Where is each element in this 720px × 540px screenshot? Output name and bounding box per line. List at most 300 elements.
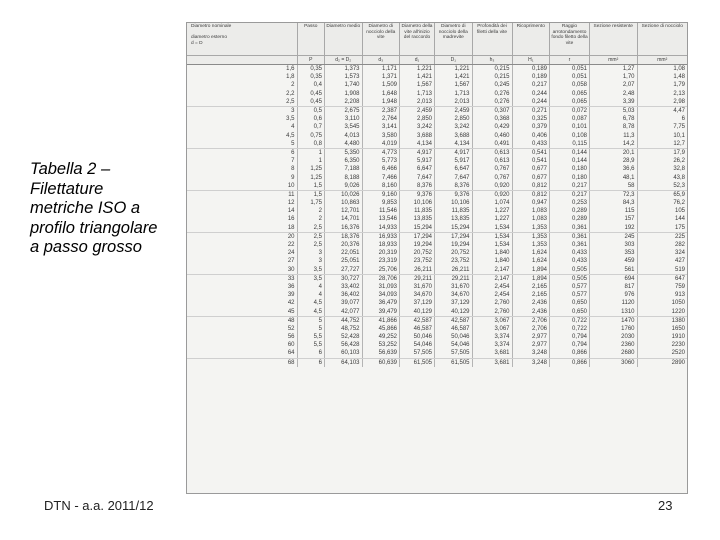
table-cell: 353: [590, 249, 638, 257]
table-cell: 14,933: [362, 224, 400, 233]
table-cell: 39: [287, 292, 295, 299]
table-cell: 3,5: [297, 274, 325, 283]
table-cell: 245: [590, 232, 638, 241]
table-cell: 0,866: [550, 349, 590, 358]
table-cell: 5,773: [362, 157, 400, 165]
table-cell: 1,421: [400, 73, 435, 81]
table-cell: 48,1: [590, 173, 638, 181]
table-cell: 56,428: [325, 341, 363, 349]
table-cell: 1,373: [325, 65, 363, 74]
table-row: [187, 148, 687, 157]
table-cell: 1,948: [362, 98, 400, 107]
table-cell: 57,505: [435, 349, 473, 358]
table-row: [187, 299, 687, 307]
table-cell: 3,681: [472, 349, 512, 358]
table-cell: 6: [291, 149, 295, 156]
table-cell: 3,067: [472, 316, 512, 325]
table-cell: 1,509: [362, 81, 400, 89]
table-row: [187, 232, 687, 241]
table-cell: 7,75: [637, 123, 687, 131]
table-cell: 0,920: [472, 182, 512, 191]
table-cell: 16,933: [362, 232, 400, 241]
table-cell: 6: [297, 358, 325, 367]
table-cell: 6,78: [590, 115, 638, 123]
table-cell: 37,129: [400, 299, 435, 307]
table-cell: 1,25: [297, 173, 325, 181]
table-cell: 0,215: [472, 65, 512, 74]
table-cell: 20,1: [590, 148, 638, 157]
table-cell: 6,466: [362, 165, 400, 173]
table-row: [187, 98, 687, 107]
footer-course: DTN - a.a. 2011/12: [44, 498, 154, 513]
table-cell: 0,541: [512, 157, 550, 165]
table-cell: 0,433: [550, 249, 590, 257]
table-cell: 20,752: [435, 249, 473, 257]
table-cell: 27,727: [325, 266, 363, 275]
table-cell: 3,141: [362, 123, 400, 131]
table-cell: 20,752: [400, 249, 435, 257]
table-cell: 7: [291, 158, 295, 165]
table-cell: 2520: [637, 349, 687, 358]
table-cell: 23,752: [435, 257, 473, 265]
table-cell: 0,065: [550, 90, 590, 98]
table-cell: 54,046: [400, 341, 435, 349]
table-cell: 10,863: [325, 199, 363, 207]
table-cell: 40,129: [435, 307, 473, 316]
table-cell: 4,917: [435, 148, 473, 157]
table-cell: 45,866: [362, 325, 400, 333]
table-cell: 5: [187, 140, 297, 149]
table-cell: 0,4: [297, 81, 325, 89]
table-cell: 2,165: [512, 291, 550, 299]
table-row: [187, 325, 687, 333]
table-cell: 23,319: [362, 257, 400, 265]
table-row: [187, 182, 687, 191]
table-cell: 19,294: [435, 241, 473, 249]
table-cell: 42: [287, 300, 295, 307]
table-cell: 56,639: [362, 349, 400, 358]
table-cell: 17,9: [637, 148, 687, 157]
table-cell: 0,276: [472, 90, 512, 98]
table-cell: 3,580: [362, 132, 400, 140]
table-cell: 0,767: [472, 173, 512, 181]
table-cell: 3,242: [400, 123, 435, 131]
table-cell: 9: [291, 174, 295, 181]
column-symbol: r: [550, 56, 590, 65]
table-cell: 0,35: [297, 65, 325, 74]
table-cell: 3060: [590, 358, 638, 367]
iso-thread-table: [187, 23, 687, 367]
table-row: [187, 65, 687, 74]
table-cell: 4,773: [362, 148, 400, 157]
table-cell: 1,894: [512, 274, 550, 283]
table-cell: 7,466: [362, 173, 400, 181]
table-row: [187, 140, 687, 149]
table-cell: 4,917: [400, 148, 435, 157]
table-cell: 2,977: [512, 341, 550, 349]
table-cell: 1220: [637, 307, 687, 316]
table-cell: 1,353: [512, 232, 550, 241]
table-cell: 1,894: [512, 266, 550, 275]
table-row: [187, 307, 687, 316]
table-cell: 36,479: [362, 299, 400, 307]
table-cell: 1,534: [472, 232, 512, 241]
table-cell: 0,244: [512, 98, 550, 107]
table-cell: 13,546: [362, 215, 400, 223]
table-cell: 3,110: [325, 115, 363, 123]
table-cell: 282: [637, 241, 687, 249]
table-row: [187, 165, 687, 173]
page-number: 23: [658, 498, 673, 513]
table-cell: 0,794: [550, 333, 590, 341]
table-cell: 56: [287, 334, 295, 341]
table-cell: 0,722: [550, 316, 590, 325]
table-cell: 10,106: [435, 199, 473, 207]
column-symbol: d₃: [362, 56, 400, 65]
table-cell: 1,624: [512, 257, 550, 265]
table-cell: 0,406: [512, 132, 550, 140]
table-cell: 2030: [590, 333, 638, 341]
table-cell: 0,722: [550, 325, 590, 333]
table-cell: 33,402: [325, 283, 363, 291]
table-cell: 2890: [637, 358, 687, 367]
table-cell: 26,2: [637, 157, 687, 165]
table-cell: 1,573: [325, 73, 363, 81]
table-cell: 2,850: [435, 115, 473, 123]
table-cell: 1,074: [472, 199, 512, 207]
table-cell: 24: [287, 250, 295, 257]
table-cell: 4: [297, 291, 325, 299]
table-cell: 459: [590, 257, 638, 265]
table-cell: 57,505: [400, 349, 435, 358]
table-cell: 48,752: [325, 325, 363, 333]
table-cell: 14,701: [325, 215, 363, 223]
table-cell: 15,294: [400, 224, 435, 233]
table-cell: 6,350: [325, 157, 363, 165]
table-cell: 1,567: [400, 81, 435, 89]
table-cell: 0,491: [472, 140, 512, 149]
table-cell: 54,046: [435, 341, 473, 349]
table-cell: 0,361: [550, 224, 590, 233]
table-cell: 427: [637, 257, 687, 265]
table-cell: 0,051: [550, 65, 590, 74]
table-cell: 2,013: [400, 98, 435, 107]
table-cell: 0,368: [472, 115, 512, 123]
table-row: [187, 90, 687, 98]
column-header: Sezione resistente: [590, 23, 638, 56]
table-cell: 50,046: [400, 333, 435, 341]
table-cell: 39,479: [362, 307, 400, 316]
table-cell: 0,244: [512, 90, 550, 98]
table-cell: 31,670: [400, 283, 435, 291]
table-cell: 3: [291, 108, 295, 115]
table-cell: 8,160: [362, 182, 400, 191]
table-cell: 2,454: [472, 291, 512, 299]
table-body: [187, 65, 687, 367]
table-cell: 0,812: [512, 182, 550, 191]
table-cell: 1,08: [637, 65, 687, 74]
table-cell: 0,677: [512, 173, 550, 181]
table-cell: 19,294: [400, 241, 435, 249]
table-cell: 1,648: [362, 90, 400, 98]
table-cell: 2,760: [472, 307, 512, 316]
table-cell: 1,227: [472, 215, 512, 223]
table-cell: 48: [287, 317, 295, 324]
table-cell: 0,289: [550, 207, 590, 215]
table-cell: 7,647: [400, 173, 435, 181]
table-cell: 0,101: [550, 123, 590, 131]
table-cell: 32,8: [637, 165, 687, 173]
table-cell: 3,681: [472, 358, 512, 367]
table-cell: 0,253: [550, 199, 590, 207]
table-cell: 41,866: [362, 316, 400, 325]
table-cell: 1,908: [325, 90, 363, 98]
table-cell: 3,688: [400, 132, 435, 140]
column-header: Raggio arrotondamento fondo filetto della vite: [550, 23, 590, 56]
table-cell: 3,545: [325, 123, 363, 131]
table-cell: 8,188: [325, 173, 363, 181]
table-cell: 25,706: [362, 266, 400, 275]
table-cell: 46,587: [400, 325, 435, 333]
table-cell: 1,79: [637, 81, 687, 89]
table-cell: 18,933: [362, 241, 400, 249]
table-row: [187, 341, 687, 349]
table-cell: 1,75: [297, 199, 325, 207]
table-row: [187, 291, 687, 299]
table-cell: 4,47: [637, 106, 687, 115]
table-cell: 5: [297, 316, 325, 325]
table-cell: 30,727: [325, 274, 363, 283]
table-cell: 13,835: [400, 215, 435, 223]
table-cell: 15,294: [435, 224, 473, 233]
table-cell: 2,459: [400, 106, 435, 115]
table-cell: 18: [187, 224, 297, 233]
column-header: Diametro della vite all'inizio del raccordo: [400, 23, 435, 56]
table-cell: 11,835: [435, 207, 473, 215]
table-cell: 324: [637, 249, 687, 257]
table-cell: 5,5: [297, 341, 325, 349]
column-symbol: d₂ = D₂: [325, 56, 363, 65]
table-cell: 46,587: [435, 325, 473, 333]
table-cell: 3,374: [472, 333, 512, 341]
table-cell: 5,917: [400, 157, 435, 165]
table-cell: 1,8: [286, 74, 295, 81]
table-cell: 4,5: [297, 299, 325, 307]
table-cell: 2,208: [325, 98, 363, 107]
table-cell: 4,134: [400, 140, 435, 149]
table-cell: 1,567: [435, 81, 473, 89]
table-cell: 2,13: [637, 90, 687, 98]
table-row: [187, 358, 687, 367]
table-cell: 3,5: [297, 266, 325, 275]
table-cell: 0,144: [550, 148, 590, 157]
table-cell: 2680: [590, 349, 638, 358]
table-cell: 1,70: [590, 73, 638, 81]
table-cell: 20: [287, 233, 295, 240]
table-cell: 29,211: [435, 274, 473, 283]
table-cell: 61,505: [435, 358, 473, 367]
table-cell: 0,460: [472, 132, 512, 140]
table-cell: 10,026: [325, 190, 363, 199]
table-cell: 0,379: [512, 123, 550, 131]
table-cell: 6,647: [435, 165, 473, 173]
table-cell: 0,217: [550, 182, 590, 191]
table-cell: 0,087: [550, 115, 590, 123]
table-row: [187, 257, 687, 265]
table-cell: 2,48: [590, 90, 638, 98]
table-cell: 26,211: [435, 266, 473, 275]
table-cell: 42,587: [435, 316, 473, 325]
table-cell: 694: [590, 274, 638, 283]
table-cell: 5,5: [297, 333, 325, 341]
table-cell: 1,5: [297, 190, 325, 199]
table-cell: 0,75: [297, 132, 325, 140]
table-cell: 1760: [590, 325, 638, 333]
table-cell: 0,505: [550, 274, 590, 283]
table-cell: 0,541: [512, 148, 550, 157]
table-cell: 2,675: [325, 106, 363, 115]
table-cell: 10,106: [400, 199, 435, 207]
table-cell: 36,402: [325, 291, 363, 299]
table-cell: 0,144: [550, 157, 590, 165]
table-cell: 34,093: [362, 291, 400, 299]
table-cell: 1,353: [512, 241, 550, 249]
table-cell: 0,866: [550, 358, 590, 367]
table-row: [187, 249, 687, 257]
table-cell: 2,165: [512, 283, 550, 291]
table-cell: 1,371: [362, 73, 400, 81]
table-row: [187, 115, 687, 123]
table-cell: 52: [287, 325, 295, 332]
table-cell: 647: [637, 274, 687, 283]
table-cell: 16: [287, 216, 295, 223]
table-cell: 9,160: [362, 190, 400, 199]
table-cell: 1,083: [512, 207, 550, 215]
table-cell: 0,677: [512, 165, 550, 173]
table-cell: 23,752: [400, 257, 435, 265]
table-cell: 2,5: [297, 224, 325, 233]
table-cell: 0,215: [472, 73, 512, 81]
table-row: [187, 73, 687, 81]
table-cell: 14,2: [590, 140, 638, 149]
table-cell: 0,613: [472, 148, 512, 157]
table-cell: 0,072: [550, 106, 590, 115]
table-cell: 1,713: [400, 90, 435, 98]
table-cell: 60,639: [362, 358, 400, 367]
table-cell: 29,211: [400, 274, 435, 283]
table-cell: 7,647: [435, 173, 473, 181]
table-cell: 0,115: [550, 140, 590, 149]
table-cell: 3: [297, 257, 325, 265]
table-cell: 36: [287, 283, 295, 290]
table-cell: 17,294: [400, 232, 435, 241]
column-header: Sezione di nocciolo: [637, 23, 687, 56]
table-cell: 1: [297, 148, 325, 157]
table-cell: 22,051: [325, 249, 363, 257]
table-cell: 6,647: [400, 165, 435, 173]
table-cell: 2,760: [472, 299, 512, 307]
table-cell: 2,436: [512, 307, 550, 316]
table-cell: 0,35: [297, 73, 325, 81]
table-cell: 1,421: [435, 73, 473, 81]
table-cell: 5: [297, 325, 325, 333]
table-cell: 42,077: [325, 307, 363, 316]
table-cell: 1,740: [325, 81, 363, 89]
table-cell: 1,713: [435, 90, 473, 98]
table-cell: 11: [288, 191, 295, 198]
table-cell: 0,429: [472, 123, 512, 131]
table-cell: 519: [637, 266, 687, 275]
table-cell: 53,252: [362, 341, 400, 349]
table-cell: 9,026: [325, 182, 363, 191]
table-row: [187, 132, 687, 140]
table-cell: 11,546: [362, 207, 400, 215]
table-cell: 8,376: [435, 182, 473, 191]
table-cell: 2360: [590, 341, 638, 349]
table-cell: 2,5: [297, 232, 325, 241]
table-cell: 3,5: [286, 116, 295, 123]
table-cell: 0,45: [297, 90, 325, 98]
table-cell: 37,129: [435, 299, 473, 307]
table-cell: 2,454: [472, 283, 512, 291]
table-cell: 68: [287, 359, 295, 366]
table-cell: 36,6: [590, 165, 638, 173]
table-cell: 49,252: [362, 333, 400, 341]
table-cell: 2230: [637, 341, 687, 349]
table-cell: 0,433: [512, 140, 550, 149]
table-row: [187, 173, 687, 181]
table-cell: 9,376: [400, 190, 435, 199]
table-cell: 14: [287, 208, 295, 215]
table-cell: 3,242: [435, 123, 473, 131]
table-cell: 0,767: [472, 165, 512, 173]
table-cell: 2,706: [512, 316, 550, 325]
table-cell: 43,8: [637, 173, 687, 181]
table-cell: 1470: [590, 316, 638, 325]
table-cell: 34,670: [400, 291, 435, 299]
table-cell: 1,624: [512, 249, 550, 257]
table-cell: 2: [297, 207, 325, 215]
column-symbol: mm²: [590, 56, 638, 65]
table-cell: 64,103: [325, 358, 363, 367]
table-cell: 2,2: [286, 90, 295, 97]
table-cell: 0,433: [550, 257, 590, 265]
table-cell: 115: [590, 207, 638, 215]
table-cell: 2,977: [512, 333, 550, 341]
table-cell: 33: [287, 275, 295, 282]
table-header-row: [187, 23, 687, 56]
table-cell: 3,248: [512, 349, 550, 358]
table-cell: 0,189: [512, 65, 550, 74]
table-cell: 2,013: [435, 98, 473, 107]
table-cell: 0,065: [550, 98, 590, 107]
table-cell: 0,108: [550, 132, 590, 140]
table-cell: 3,248: [512, 358, 550, 367]
table-cell: 30: [187, 266, 297, 275]
table-cell: 11,835: [400, 207, 435, 215]
table-cell: 11,3: [590, 132, 638, 140]
table-cell: 12,7: [637, 140, 687, 149]
table-row: [187, 190, 687, 199]
table-cell: 0,307: [472, 106, 512, 115]
table-cell: 64: [187, 349, 297, 358]
table-cell: 1,840: [472, 257, 512, 265]
table-row: [187, 316, 687, 325]
table-cell: 913: [637, 291, 687, 299]
table-cell: 40,129: [400, 307, 435, 316]
table-cell: 26,211: [400, 266, 435, 275]
table-cell: 561: [590, 266, 638, 275]
